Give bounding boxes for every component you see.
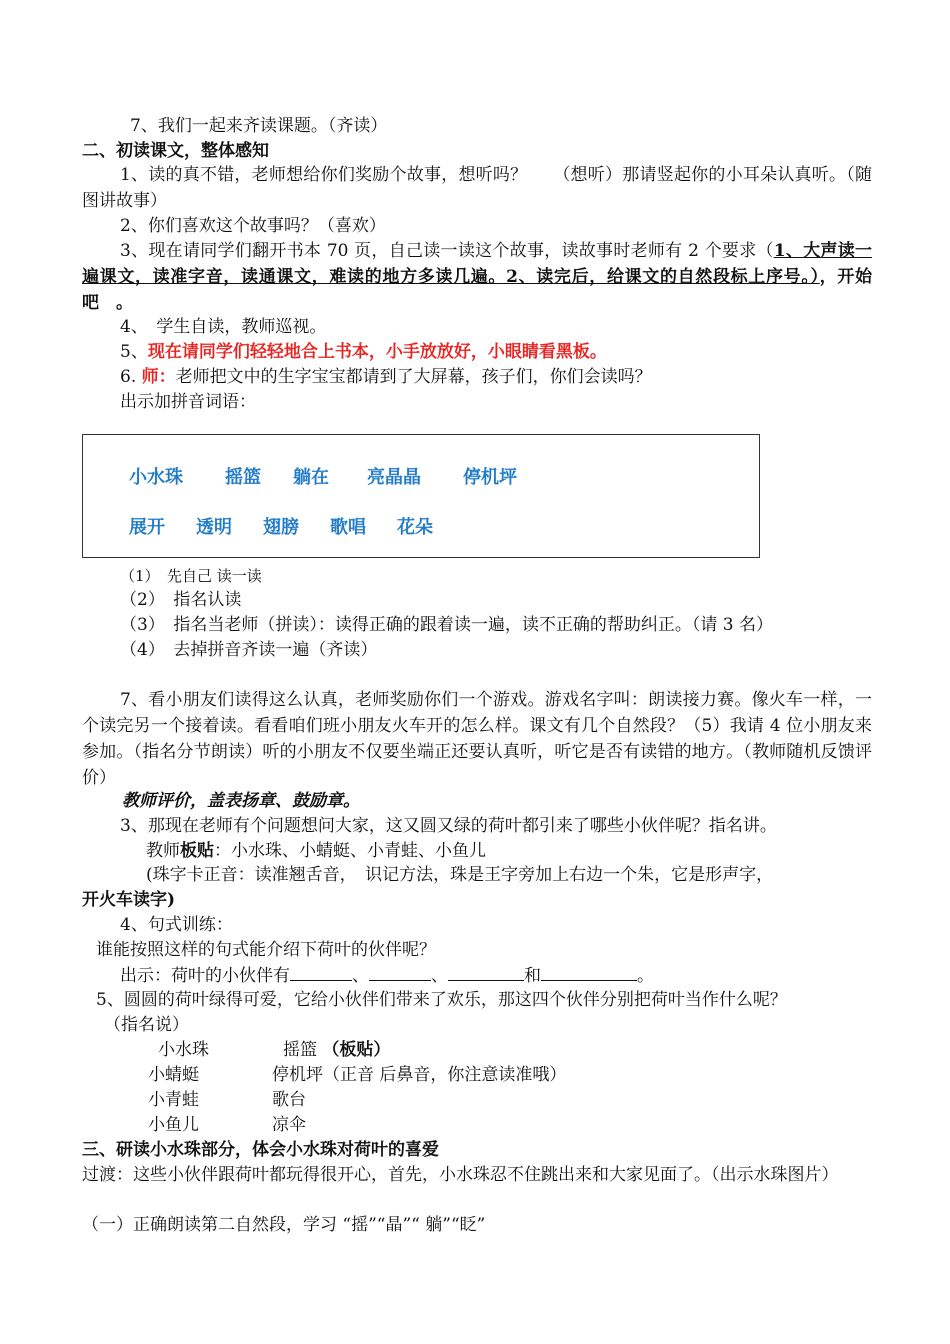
requirements-detail: 1、大声读一遍课文，读准字音，读通课文，难读的地方多读几遍。2、读完后，给课文的自然段标上序号。） [82, 241, 872, 287]
board-paste-label: 板贴 [180, 841, 214, 861]
sentence-training-question: 谁能按照这样的句式能介绍下荷叶的伙伴呢？ [96, 940, 436, 960]
section-heading-3: 三、研读小水珠部分，体会小水珠对荷叶的喜爱 [82, 1140, 439, 1160]
vocab-word: 花朵 [397, 517, 433, 538]
step-2: （2） 指名认读 [120, 590, 242, 610]
paragraph-story: 1、读的真不错，老师想给你们奖励个故事，想听吗？ （想听）那请竖起你的小耳朵认真听。（随图讲故事） [82, 165, 872, 211]
section-heading-2: 二、初读课文，整体感知 [82, 141, 269, 161]
vocabulary-box [82, 434, 760, 558]
vocab-word: 歌唱 [330, 517, 366, 538]
pronunciation-note: (珠字卡正音：读准翘舌音， 识记方法，珠是王字旁加上右边一个朱，它是形声字， [146, 865, 774, 885]
vocab-word: 摇篮 [225, 467, 261, 488]
line-read-title: 7、我们一起来齐读课题。（齐读） [130, 116, 388, 136]
paragraph-close-books: 5、现在请同学们轻轻地合上书本，小手放放好，小眼睛看黑板。 [120, 342, 607, 362]
pair-row: 小青蛙 [148, 1090, 199, 1110]
question-5-note: （指名说） [104, 1015, 189, 1035]
red-instruction: 现在请同学们轻轻地合上书本，小手放放好，小眼睛看黑板。 [147, 342, 607, 362]
teacher-label: 师： [141, 367, 176, 387]
paragraph-read-second: （一）正确朗读第二自然段，学习 “摇”“晶”“ 躺”“眨” [82, 1215, 486, 1235]
requirements-start: ，开始吧 。 [82, 267, 873, 313]
pair-row-value: 歌台 [272, 1090, 306, 1110]
pair-row: 小蜻蜓 [148, 1065, 199, 1085]
question-5: 5、圆圆的荷叶绿得可爱，它给小伙伴们带来了欢乐，那这四个伙伴分别把荷叶当作什么呢？ [96, 990, 787, 1010]
paragraph-teacher-words: 6. 师：老师把文中的生字宝宝都请到了大屏幕，孩子们，你们会读吗？ [120, 367, 652, 387]
pair-row: 小鱼儿 [148, 1115, 199, 1135]
board-paste-line: 教师板贴：小水珠、小蜻蜓、小青蛙、小鱼儿 [146, 841, 486, 861]
paragraph-show-words: 出示加拼音词语： [120, 392, 256, 412]
step-3: （3） 指名当老师（拼读）：读得正确的跟着读一遍，读不正确的帮助纠正。（请 3 名） [120, 615, 773, 635]
vocab-word: 翅膀 [263, 517, 299, 538]
pronunciation-note-end: 开火车读字) [82, 890, 176, 910]
fill-blank[interactable] [369, 962, 431, 981]
paragraph-requirements [82, 238, 872, 316]
paragraph-self-read: 4、 学生自读，教师巡视。 [120, 317, 327, 337]
vocab-word: 展开 [129, 517, 165, 538]
sentence-training: 4、句式训练： [120, 915, 233, 935]
question-3: 3、那现在老师有个问题想问大家，这又圆又绿的荷叶都引来了哪些小伙伴呢？指名讲。 [120, 816, 777, 836]
paragraph-like-story: 2、你们喜欢这个故事吗？（喜欢） [120, 216, 386, 236]
vocab-word: 躺在 [293, 467, 329, 488]
sentence-pattern: 出示：荷叶的小伙伴有 、 、 和 。 [120, 962, 910, 989]
vocab-word: 亮晶晶 [367, 467, 421, 488]
pair-row-value: 摇篮 （板贴） [283, 1040, 391, 1060]
fill-blank[interactable] [448, 962, 524, 981]
vocab-word: 小水珠 [129, 467, 183, 488]
fill-blank[interactable] [541, 962, 637, 981]
step-1: （1） 先自己 读一读 [120, 567, 262, 585]
step-4: （4） 去掉拼音齐读一遍（齐读） [120, 640, 378, 660]
vocab-word: 透明 [196, 517, 232, 538]
pair-row-value: 停机坪（正音 后鼻音，你注意读准哦） [272, 1065, 567, 1085]
requirements-intro: 3、现在请同学们翻开书本 70 页，自己读一读这个故事，读故事时老师有 2 个要求（ [120, 241, 774, 261]
paragraph-relay-game: 7、看小朋友们读得这么认真，老师奖励你们一个游戏。游戏名字叫：朗读接力赛。像火车一样，一个读完另一个接着读。看看咱们班小朋友火车开的怎么样。课文有几个自然段？（5）我请 4 位小朋友来参加。（指名分节朗读）听的小朋友不仅要坐端正还要认真听，听它是否有读错的地方。（教师随机反馈评价） [82, 690, 872, 788]
paragraph-transition: 过渡：这些小伙伴跟荷叶都玩得很开心，首先，小水珠忍不住跳出来和大家见面了。（出示水珠图片） [82, 1165, 839, 1185]
pair-row: 小水珠 [158, 1040, 209, 1060]
teacher-evaluation: 教师评价，盖表扬章、鼓励章。 [122, 791, 360, 811]
pair-row-value: 凉伞 [272, 1115, 306, 1135]
vocab-word: 停机坪 [463, 467, 517, 488]
fill-blank[interactable] [290, 962, 352, 981]
